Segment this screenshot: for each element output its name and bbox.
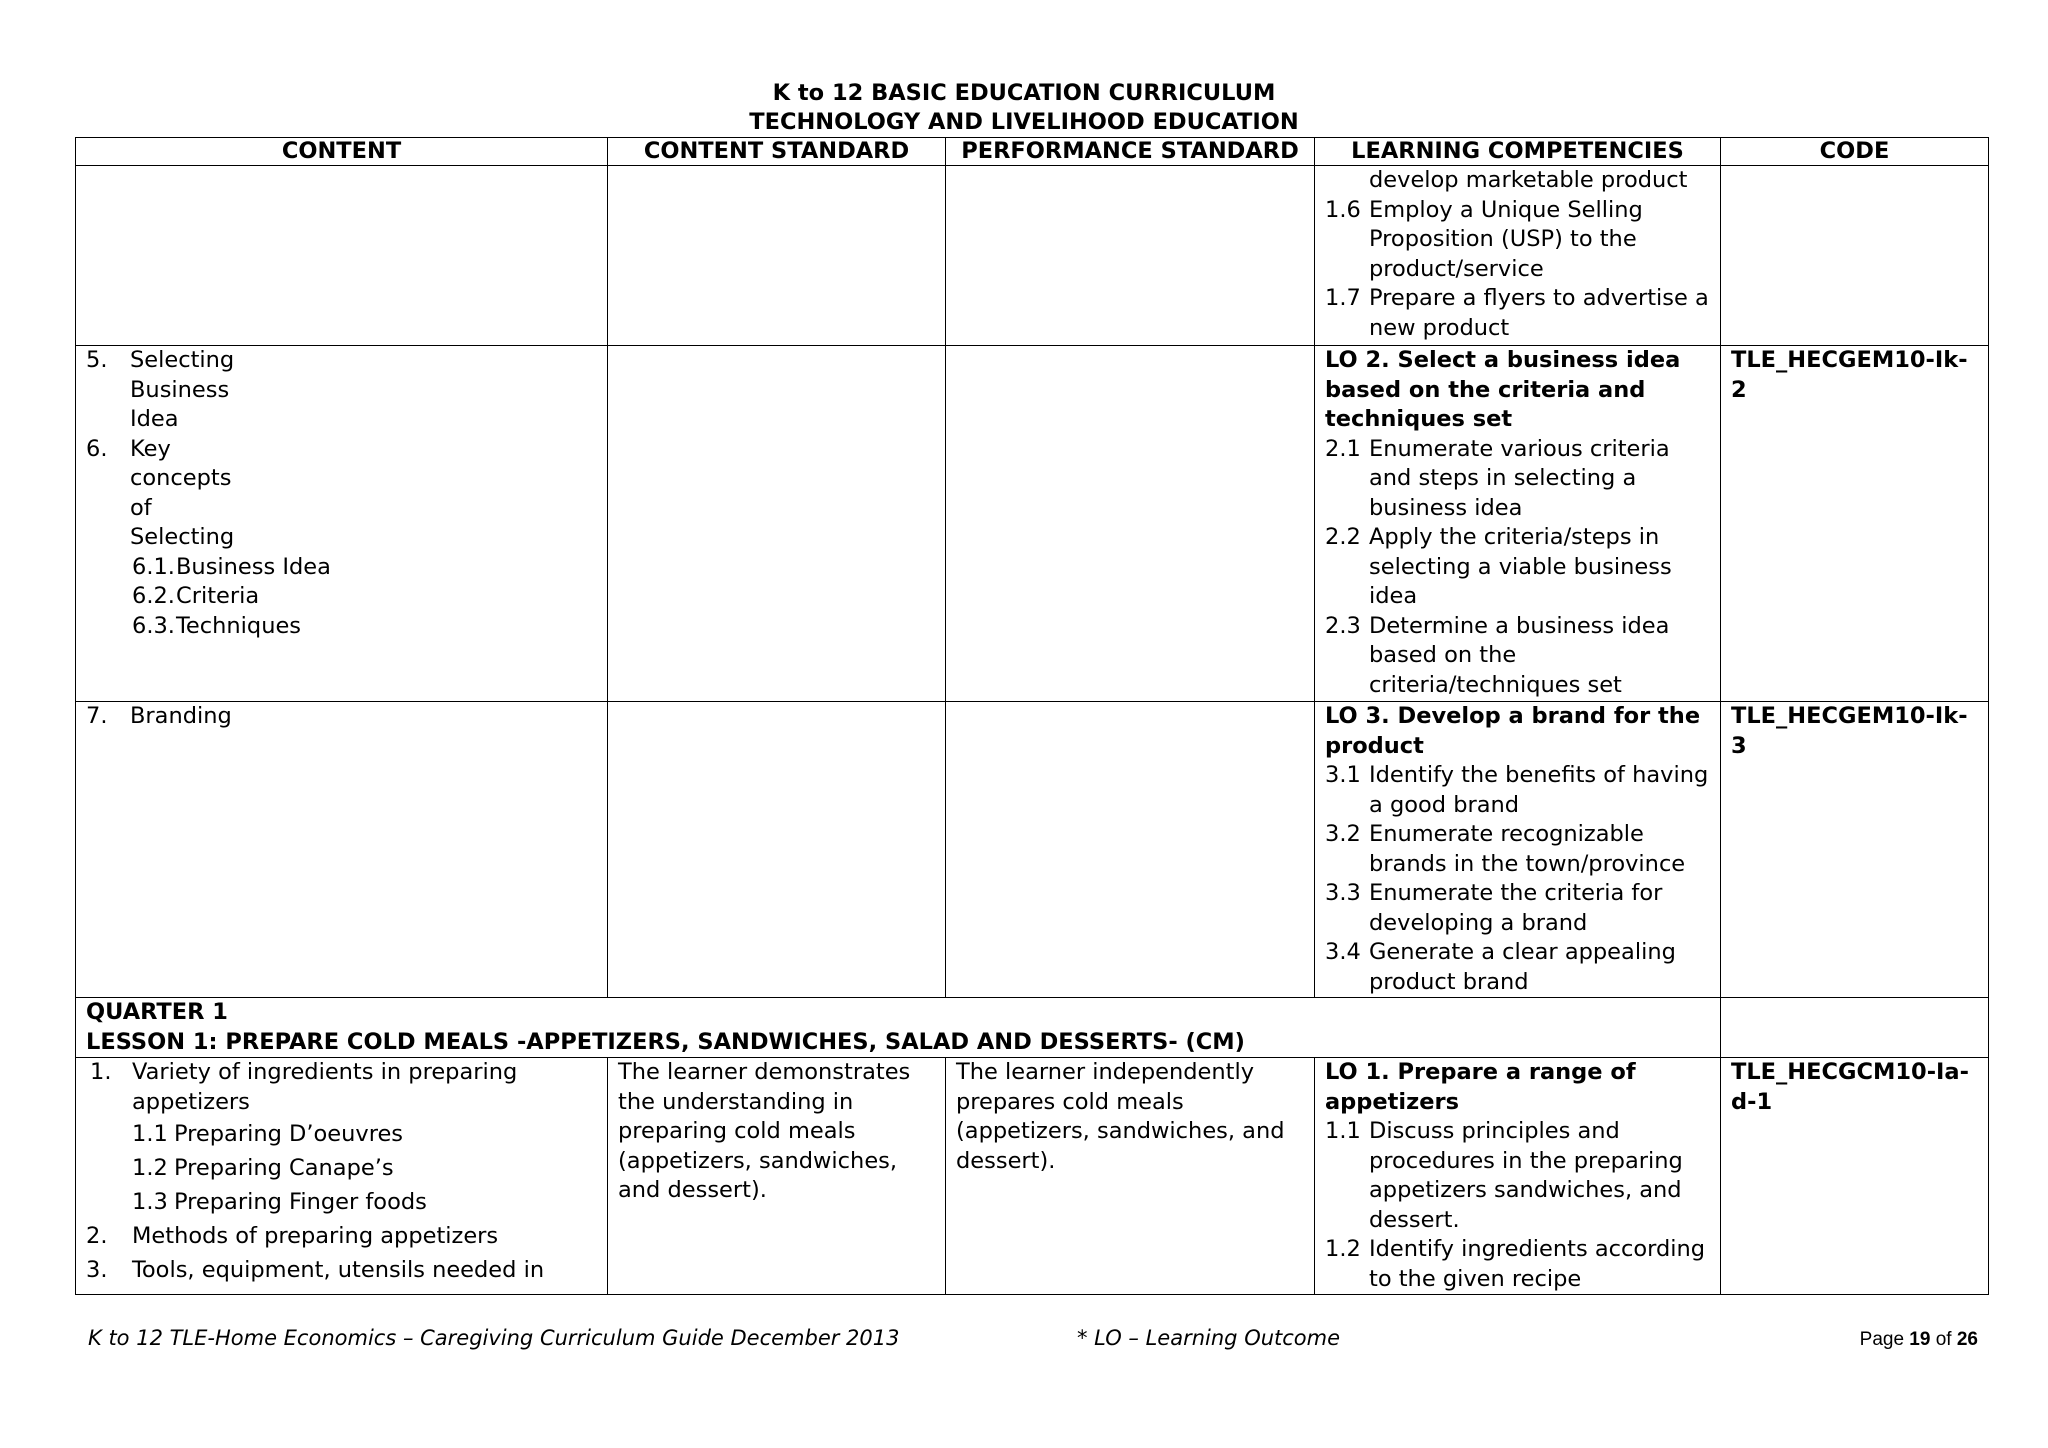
content-cell xyxy=(76,346,608,702)
list-item: 1.2 Preparing Canape’s xyxy=(132,1155,394,1181)
competencies-cell xyxy=(1315,702,1721,998)
code-cell xyxy=(1721,998,1989,1058)
competencies-cell xyxy=(1315,166,1721,346)
list-item: develop marketable product xyxy=(1369,167,1688,193)
learning-outcome-heading: LO 2. Select a business idea based on the criteria and techniques set xyxy=(1325,347,1681,432)
learning-outcome-heading: LO 1. Prepare a range of appetizers xyxy=(1325,1059,1636,1115)
list-item: 3.1 Identify the benefits of having a good brand xyxy=(1325,762,1709,818)
content-cell xyxy=(76,166,608,346)
list-item: 1.1 Preparing D’oeuvres xyxy=(132,1121,404,1147)
document-title: K to 12 BASIC EDUCATION CURRICULUM xyxy=(772,80,1276,106)
code-cell: TLE_HECGEM10-Ik-3 xyxy=(1721,702,1989,998)
table-row xyxy=(76,346,1989,702)
competencies-cell xyxy=(1315,346,1721,702)
content-standard-cell: The learner demonstrates the understanding in preparing cold meals (appetizers, sandwiches, and dessert). xyxy=(608,1058,946,1295)
list-item: 1.2 Identify ingredients according to the given recipe xyxy=(1325,1236,1706,1292)
table-row xyxy=(76,1058,1989,1295)
list-item: 3.3 Enumerate the criteria for developing a brand xyxy=(1325,880,1663,936)
column-header-learning-competencies: LEARNING COMPETENCIES xyxy=(1315,138,1721,166)
list-item: 1.3 Preparing Finger foods xyxy=(132,1189,427,1215)
content-cell xyxy=(76,1058,608,1295)
table-row xyxy=(76,702,1989,998)
column-header-code: CODE xyxy=(1721,138,1989,166)
list-item: 2.1 Enumerate various criteria and steps in selecting a business idea xyxy=(1325,435,1670,521)
list-item: 2. Methods of preparing appetizers xyxy=(86,1223,499,1249)
quarter-cell xyxy=(76,998,1721,1058)
list-item: 6. Key concepts of Selecting xyxy=(86,435,235,550)
list-item: 1. Variety of ingredients in preparing appetizers xyxy=(90,1059,518,1115)
list-item: 6.3. Techniques xyxy=(132,612,302,639)
table-row xyxy=(76,166,1989,346)
quarter-label: QUARTER 1 xyxy=(86,999,228,1025)
list-item: 5. Selecting Business Idea xyxy=(86,347,235,432)
list-item: 3. Tools, equipment, utensils needed in xyxy=(86,1257,545,1283)
page-number xyxy=(1860,1329,1978,1351)
performance-standard-cell xyxy=(946,166,1315,346)
list-item: 2.3 Determine a business idea based on the criteria/techniques set xyxy=(1325,612,1670,698)
performance-standard-cell: The learner independently prepares cold meals (appetizers, sandwiches, and dessert). xyxy=(946,1058,1315,1295)
curriculum-table xyxy=(75,137,1989,1295)
performance-standard-cell xyxy=(946,702,1315,998)
list-item: 6.1. Business Idea xyxy=(132,553,331,580)
document-subtitle: TECHNOLOGY AND LIVELIHOOD EDUCATION xyxy=(749,109,1299,135)
list-item: 1.1 Discuss principles and procedures in the preparing appetizers sandwiches, and dessert. xyxy=(1325,1118,1683,1233)
list-item: 3.4 Generate a clear appealing product brand xyxy=(1325,939,1676,995)
content-standard-cell xyxy=(608,346,946,702)
column-header-content-standard: CONTENT STANDARD xyxy=(608,138,946,166)
content-standard-cell xyxy=(608,166,946,346)
of-word: of xyxy=(1935,1329,1952,1350)
code-cell: TLE_HECGCM10-Ia-d-1 xyxy=(1721,1058,1989,1295)
list-item: 7. Branding xyxy=(86,703,232,729)
table-header-row xyxy=(76,138,1989,166)
list-item: 1.7 Prepare a flyers to advertise a new product xyxy=(1325,285,1709,341)
performance-standard-cell xyxy=(946,346,1315,702)
column-header-performance-standard: PERFORMANCE STANDARD xyxy=(946,138,1315,166)
footer-lo-note: * LO – Learning Outcome xyxy=(1077,1326,1341,1350)
column-header-content: CONTENT xyxy=(76,138,608,166)
list-item: 1.6 Employ a Unique Selling Proposition (USP) to the product/service xyxy=(1325,196,1643,282)
list-item: 6.2. Criteria xyxy=(132,583,260,609)
competencies-cell xyxy=(1315,1058,1721,1295)
learning-outcome-heading: LO 3. Develop a brand for the product xyxy=(1325,703,1701,759)
lesson-title: LESSON 1: PREPARE COLD MEALS -APPETIZERS, SANDWICHES, SALAD AND DESSERTS- (CM) xyxy=(86,1028,1245,1055)
total-pages: 26 xyxy=(1956,1329,1978,1350)
code-cell xyxy=(1721,166,1989,346)
content-cell xyxy=(76,702,608,998)
list-item: 2.2 Apply the criteria/steps in selecting a viable business idea xyxy=(1325,524,1672,609)
content-standard-cell xyxy=(608,702,946,998)
list-item: 3.2 Enumerate recognizable brands in the town/province xyxy=(1325,821,1686,877)
code-cell: TLE_HECGEM10-Ik-2 xyxy=(1721,346,1989,702)
footer-guide-title: K to 12 TLE-Home Economics – Caregiving Curriculum Guide December 2013 xyxy=(88,1326,900,1350)
current-page: 19 xyxy=(1909,1329,1931,1350)
page-word: Page xyxy=(1859,1329,1905,1350)
quarter-row xyxy=(76,998,1989,1058)
